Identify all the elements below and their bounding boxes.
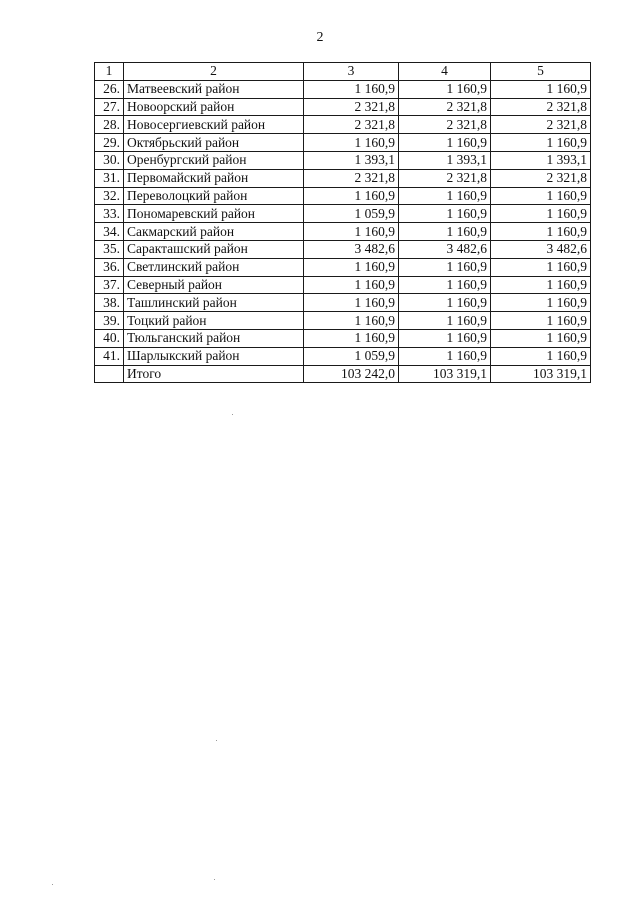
table-row xyxy=(95,347,591,365)
column-number-row xyxy=(95,63,591,81)
value-col-3: 1 160,9 xyxy=(304,223,399,241)
value-col-4: 1 160,9 xyxy=(399,205,491,223)
value-col-5: 1 160,9 xyxy=(491,276,591,294)
row-number: 32. xyxy=(95,187,124,205)
district-name: Пономаревский район xyxy=(124,205,304,223)
district-name: Саракташский район xyxy=(124,240,304,258)
row-number: 31. xyxy=(95,169,124,187)
value-col-5: 1 160,9 xyxy=(491,258,591,276)
column-header-1: 1 xyxy=(95,63,124,81)
row-number: 27. xyxy=(95,98,124,116)
value-col-4: 2 321,8 xyxy=(399,116,491,134)
table-row xyxy=(95,312,591,330)
table-row xyxy=(95,276,591,294)
value-col-3: 1 059,9 xyxy=(304,205,399,223)
table-row xyxy=(95,80,591,98)
district-name: Первомайский район xyxy=(124,169,304,187)
value-col-3: 1 160,9 xyxy=(304,294,399,312)
value-col-5: 2 321,8 xyxy=(491,98,591,116)
value-col-5: 1 160,9 xyxy=(491,187,591,205)
value-col-4: 1 160,9 xyxy=(399,80,491,98)
row-number: 29. xyxy=(95,134,124,152)
value-col-3: 1 160,9 xyxy=(304,258,399,276)
total-col-5: 103 319,1 xyxy=(491,365,591,383)
value-col-3: 2 321,8 xyxy=(304,116,399,134)
district-name: Ташлинский район xyxy=(124,294,304,312)
row-number: 28. xyxy=(95,116,124,134)
value-col-5: 1 160,9 xyxy=(491,294,591,312)
table-row xyxy=(95,223,591,241)
table-row xyxy=(95,116,591,134)
value-col-4: 1 160,9 xyxy=(399,329,491,347)
value-col-4: 1 160,9 xyxy=(399,134,491,152)
district-name: Шарлыкский район xyxy=(124,347,304,365)
budget-allocation-table xyxy=(94,62,591,383)
value-col-5: 2 321,8 xyxy=(491,169,591,187)
value-col-3: 3 482,6 xyxy=(304,240,399,258)
value-col-5: 1 160,9 xyxy=(491,134,591,152)
row-number: 34. xyxy=(95,223,124,241)
table-row xyxy=(95,329,591,347)
district-name: Северный район xyxy=(124,276,304,294)
value-col-4: 2 321,8 xyxy=(399,98,491,116)
district-name: Новосергиевский район xyxy=(124,116,304,134)
scan-speck xyxy=(214,879,215,880)
table-row xyxy=(95,134,591,152)
column-header-2: 2 xyxy=(124,63,304,81)
value-col-3: 1 393,1 xyxy=(304,151,399,169)
value-col-4: 1 160,9 xyxy=(399,312,491,330)
value-col-3: 2 321,8 xyxy=(304,98,399,116)
value-col-3: 1 160,9 xyxy=(304,312,399,330)
value-col-4: 1 160,9 xyxy=(399,294,491,312)
row-number: 39. xyxy=(95,312,124,330)
value-col-3: 1 160,9 xyxy=(304,187,399,205)
scan-speck xyxy=(52,884,53,885)
total-label: Итого xyxy=(124,365,304,383)
table-row xyxy=(95,151,591,169)
value-col-3: 1 160,9 xyxy=(304,329,399,347)
district-name: Переволоцкий район xyxy=(124,187,304,205)
district-name: Сакмарский район xyxy=(124,223,304,241)
total-row xyxy=(95,365,591,383)
value-col-5: 1 160,9 xyxy=(491,80,591,98)
value-col-3: 1 160,9 xyxy=(304,276,399,294)
table-row xyxy=(95,98,591,116)
district-name: Новоорский район xyxy=(124,98,304,116)
value-col-4: 1 393,1 xyxy=(399,151,491,169)
value-col-3: 1 160,9 xyxy=(304,134,399,152)
value-col-5: 1 160,9 xyxy=(491,205,591,223)
page-number: 2 xyxy=(316,30,324,45)
row-number: 30. xyxy=(95,151,124,169)
value-col-5: 1 160,9 xyxy=(491,347,591,365)
district-name: Тюльганский район xyxy=(124,329,304,347)
row-number: 37. xyxy=(95,276,124,294)
district-name: Светлинский район xyxy=(124,258,304,276)
row-number: 38. xyxy=(95,294,124,312)
district-name: Матвеевский район xyxy=(124,80,304,98)
value-col-4: 1 160,9 xyxy=(399,223,491,241)
value-col-5: 1 160,9 xyxy=(491,223,591,241)
district-name: Октябрьский район xyxy=(124,134,304,152)
total-number-cell xyxy=(95,365,124,383)
row-number: 33. xyxy=(95,205,124,223)
value-col-3: 1 059,9 xyxy=(304,347,399,365)
value-col-4: 1 160,9 xyxy=(399,187,491,205)
row-number: 36. xyxy=(95,258,124,276)
value-col-4: 1 160,9 xyxy=(399,276,491,294)
value-col-4: 1 160,9 xyxy=(399,347,491,365)
row-number: 35. xyxy=(95,240,124,258)
table-row xyxy=(95,294,591,312)
value-col-5: 3 482,6 xyxy=(491,240,591,258)
value-col-3: 1 160,9 xyxy=(304,80,399,98)
value-col-5: 1 160,9 xyxy=(491,312,591,330)
table-row xyxy=(95,205,591,223)
table-row xyxy=(95,187,591,205)
value-col-4: 3 482,6 xyxy=(399,240,491,258)
row-number: 40. xyxy=(95,329,124,347)
table-row xyxy=(95,258,591,276)
value-col-5: 1 393,1 xyxy=(491,151,591,169)
value-col-4: 1 160,9 xyxy=(399,258,491,276)
row-number: 41. xyxy=(95,347,124,365)
value-col-5: 1 160,9 xyxy=(491,329,591,347)
value-col-4: 2 321,8 xyxy=(399,169,491,187)
total-col-3: 103 242,0 xyxy=(304,365,399,383)
scan-speck xyxy=(232,414,233,415)
column-header-3: 3 xyxy=(304,63,399,81)
row-number: 26. xyxy=(95,80,124,98)
column-header-4: 4 xyxy=(399,63,491,81)
total-col-4: 103 319,1 xyxy=(399,365,491,383)
district-name: Оренбургский район xyxy=(124,151,304,169)
value-col-5: 2 321,8 xyxy=(491,116,591,134)
district-name: Тоцкий район xyxy=(124,312,304,330)
scan-speck xyxy=(216,740,217,741)
column-header-5: 5 xyxy=(491,63,591,81)
table-row xyxy=(95,169,591,187)
value-col-3: 2 321,8 xyxy=(304,169,399,187)
table-row xyxy=(95,240,591,258)
